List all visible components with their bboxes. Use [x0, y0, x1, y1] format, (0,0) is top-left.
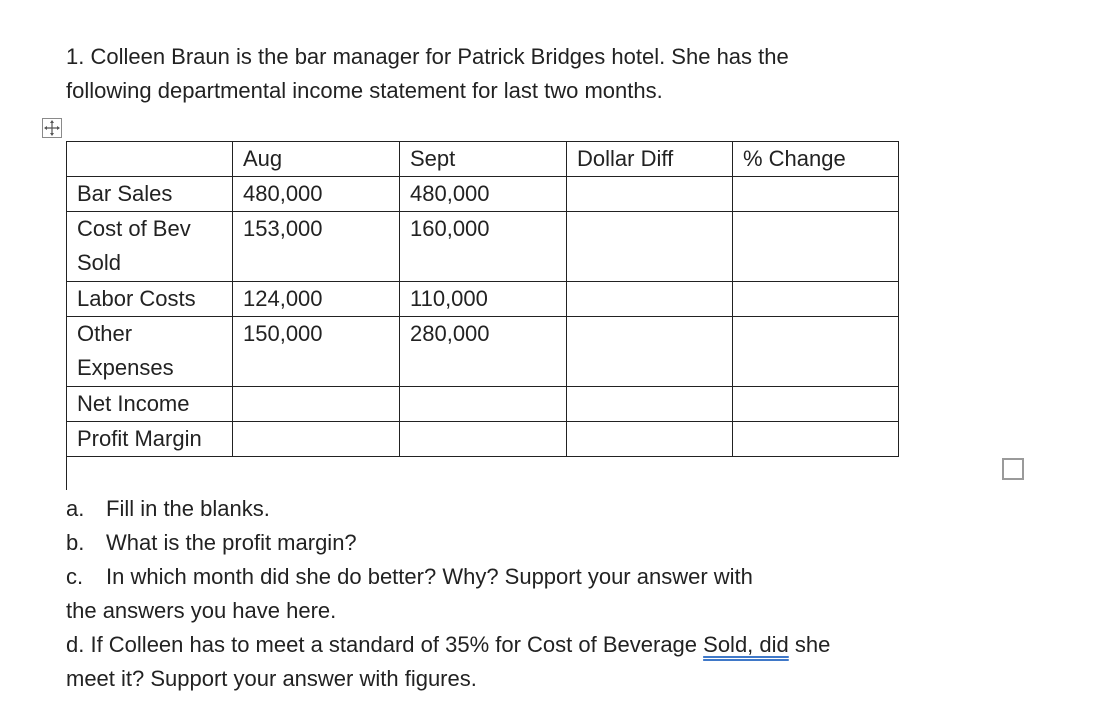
cell-aug[interactable]: 124,000: [233, 282, 400, 317]
sub-question-marker: c.: [66, 564, 84, 589]
table-resize-icon[interactable]: [1002, 458, 1024, 480]
header-percent-change[interactable]: % Change: [733, 142, 899, 177]
row-label-labor-costs[interactable]: Labor Costs: [67, 282, 233, 317]
sub-question-d-continued: [66, 662, 1046, 696]
sub-question-b: [66, 526, 1046, 560]
cell-dollar-diff[interactable]: [567, 422, 733, 457]
cell-percent-change[interactable]: [733, 282, 899, 317]
table-row: [67, 317, 899, 387]
sub-question-text: d. If Colleen has to meet a standard of 35% for Cost of Beverage: [66, 632, 704, 657]
sub-question-a: [66, 492, 1046, 526]
sub-question-text: she: [788, 632, 831, 657]
cell-percent-change[interactable]: [733, 317, 899, 387]
sub-question-text: the answers you have here.: [66, 598, 337, 623]
question-intro-line-2: following departmental income statement for last two months.: [66, 78, 663, 103]
cell-percent-change[interactable]: [733, 387, 899, 422]
sub-question-text: In which month did she do better? Why? Support your answer with: [106, 564, 753, 589]
question-intro-line-1: 1. Colleen Braun is the bar manager for Patrick Bridges hotel. She has the: [66, 44, 789, 69]
cell-aug[interactable]: [233, 422, 400, 457]
cell-sept[interactable]: 480,000: [400, 177, 567, 212]
cell-dollar-diff[interactable]: [567, 212, 733, 282]
sub-question-marker: b.: [66, 530, 85, 555]
cell-aug[interactable]: 150,000: [233, 317, 400, 387]
cell-aug[interactable]: 153,000: [233, 212, 400, 282]
sub-question-list: [66, 492, 1046, 696]
row-label-profit-margin[interactable]: Profit Margin: [67, 422, 233, 457]
header-dollar-diff[interactable]: Dollar Diff: [567, 142, 733, 177]
cell-sept[interactable]: [400, 387, 567, 422]
cell-percent-change[interactable]: [733, 177, 899, 212]
table-move-icon[interactable]: [42, 118, 62, 138]
sub-question-text: meet it? Support your answer with figures.: [66, 666, 477, 691]
cell-dollar-diff[interactable]: [567, 387, 733, 422]
cell-dollar-diff[interactable]: [567, 177, 733, 212]
cell-aug[interactable]: 480,000: [233, 177, 400, 212]
income-statement-table: [66, 141, 899, 457]
cell-sept[interactable]: 160,000: [400, 212, 567, 282]
table-row: [67, 282, 899, 317]
row-label-net-income[interactable]: Net Income: [67, 387, 233, 422]
cell-sept[interactable]: [400, 422, 567, 457]
sub-question-text: What is the profit margin?: [106, 530, 357, 555]
question-intro: [66, 40, 1026, 108]
row-label-bar-sales[interactable]: Bar Sales: [67, 177, 233, 212]
sub-question-marker: a.: [66, 496, 85, 521]
sub-question-c-continued: [66, 594, 1046, 628]
cell-percent-change[interactable]: [733, 212, 899, 282]
cell-dollar-diff[interactable]: [567, 282, 733, 317]
sub-question-c: [66, 560, 1046, 594]
grammar-flagged-text[interactable]: Sold, did: [703, 632, 789, 657]
cell-dollar-diff[interactable]: [567, 317, 733, 387]
header-label-cell[interactable]: [67, 142, 233, 177]
cell-sept[interactable]: 280,000: [400, 317, 567, 387]
text-cursor-line: [66, 456, 67, 490]
row-label-other-expenses[interactable]: Other Expenses: [67, 317, 233, 387]
cell-aug[interactable]: [233, 387, 400, 422]
row-label-cost-of-bev-sold[interactable]: Cost of Bev Sold: [67, 212, 233, 282]
sub-question-d: [66, 628, 1046, 662]
table-row: [67, 177, 899, 212]
table-row: [67, 387, 899, 422]
cell-sept[interactable]: 110,000: [400, 282, 567, 317]
sub-question-text: Fill in the blanks.: [106, 496, 270, 521]
table-row: [67, 422, 899, 457]
header-aug[interactable]: Aug: [233, 142, 400, 177]
table-row: [67, 212, 899, 282]
cell-percent-change[interactable]: [733, 422, 899, 457]
table-header-row: [67, 142, 899, 177]
header-sept[interactable]: Sept: [400, 142, 567, 177]
